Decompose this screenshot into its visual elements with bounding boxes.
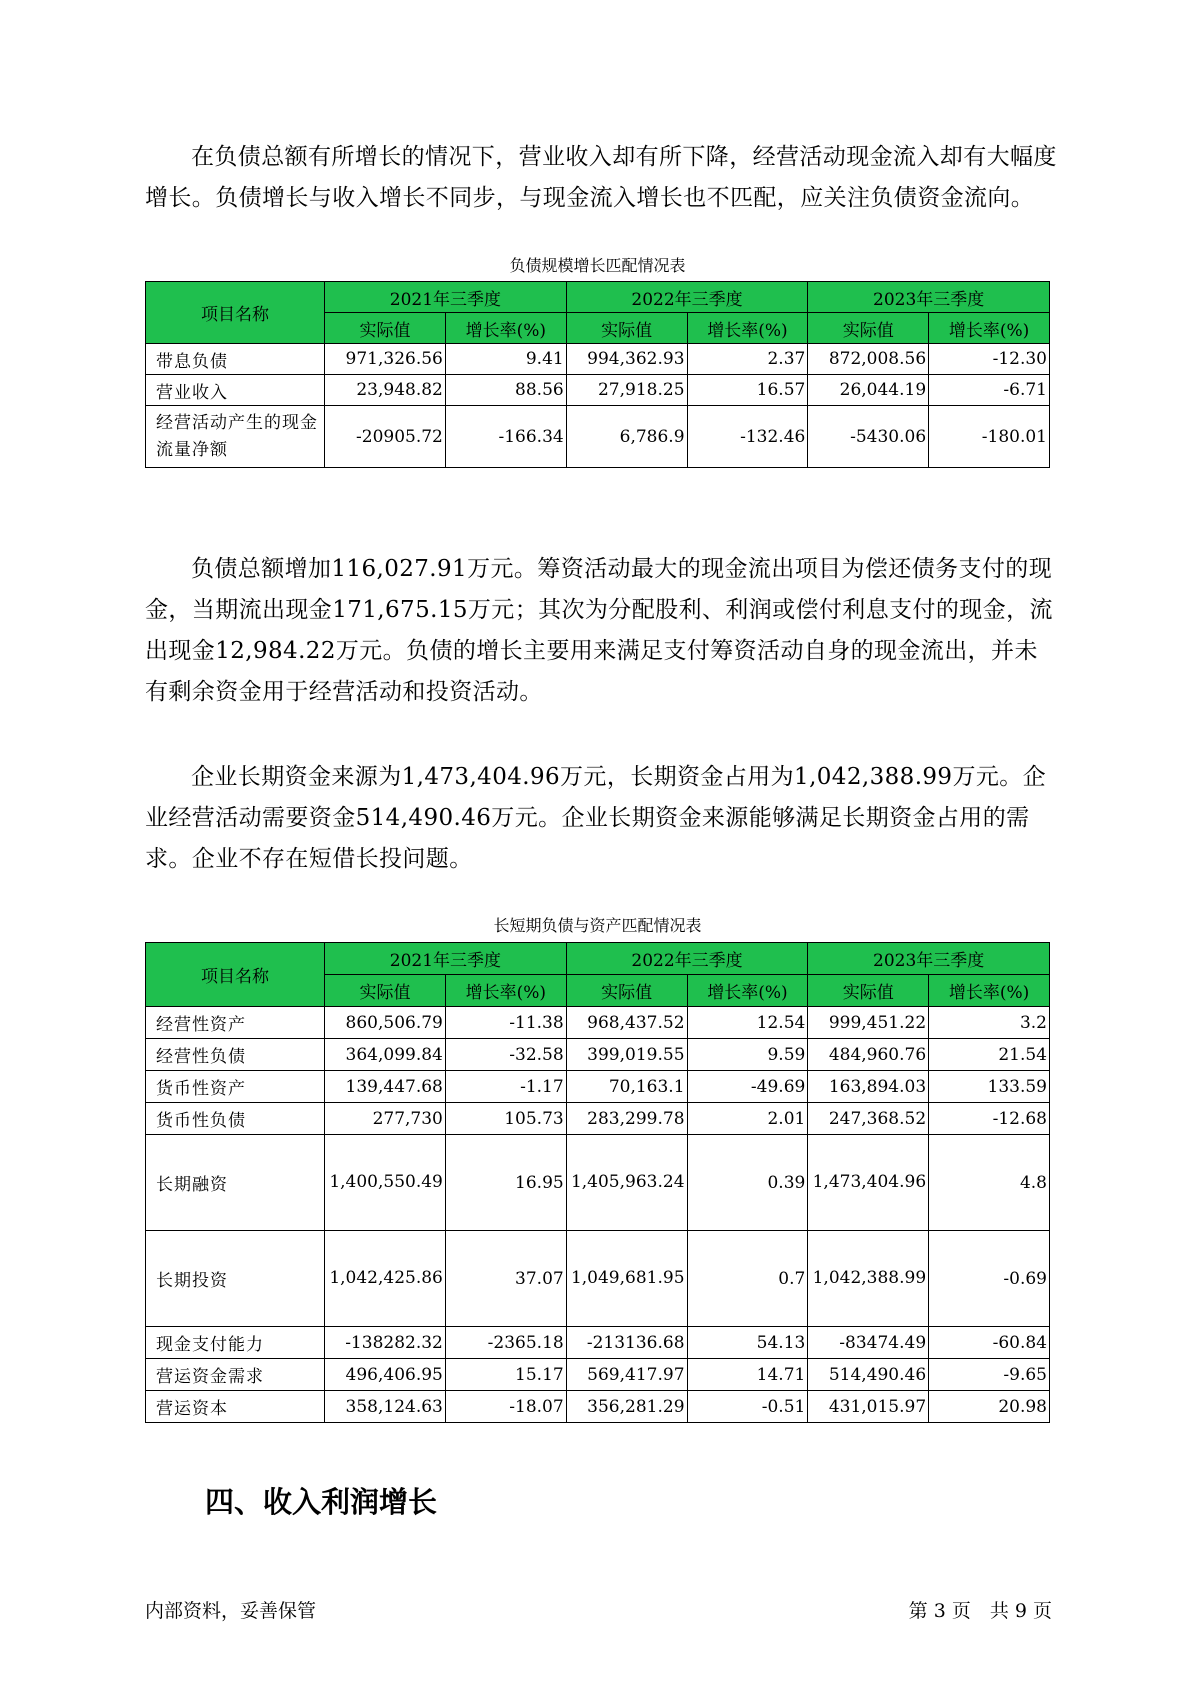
cell: -166.34 xyxy=(445,406,566,468)
cell: 860,506.79 xyxy=(325,1007,446,1039)
cell: 1,400,550.49 xyxy=(325,1135,446,1231)
cell: -5430.06 xyxy=(808,406,929,468)
cell: -132.46 xyxy=(687,406,808,468)
cell: 21.54 xyxy=(929,1039,1050,1071)
cell: 358,124.63 xyxy=(325,1391,446,1423)
cell: 968,437.52 xyxy=(566,1007,687,1039)
cell: 1,049,681.95 xyxy=(566,1231,687,1327)
cell: 569,417.97 xyxy=(566,1359,687,1391)
table-row xyxy=(146,1327,1050,1359)
row-name: 营业收入 xyxy=(146,375,325,406)
cell: 1,042,388.99 xyxy=(808,1231,929,1327)
cell: 27,918.25 xyxy=(566,375,687,406)
table-row xyxy=(146,1039,1050,1071)
liability-growth-table xyxy=(145,281,1050,468)
footer-page-number: 第 3 页 共 9 页 xyxy=(908,1600,1052,1622)
row-name: 营运资本 xyxy=(146,1391,325,1423)
cell: -9.65 xyxy=(929,1359,1050,1391)
cell: -0.51 xyxy=(687,1391,808,1423)
cell: 1,405,963.24 xyxy=(566,1135,687,1231)
header-growth: 增长率(%) xyxy=(929,313,1050,344)
header-actual: 实际值 xyxy=(325,313,446,344)
cell: 1,473,404.96 xyxy=(808,1135,929,1231)
header-2022: 2022年三季度 xyxy=(566,282,808,313)
header-item-name: 项目名称 xyxy=(146,943,325,1007)
cell: 16.95 xyxy=(445,1135,566,1231)
cell: 496,406.95 xyxy=(325,1359,446,1391)
header-actual: 实际值 xyxy=(566,313,687,344)
cell: 133.59 xyxy=(929,1071,1050,1103)
cell: 356,281.29 xyxy=(566,1391,687,1423)
cell: 872,008.56 xyxy=(808,344,929,375)
cell: -49.69 xyxy=(687,1071,808,1103)
cell: 0.39 xyxy=(687,1135,808,1231)
cell: 9.59 xyxy=(687,1039,808,1071)
table-row xyxy=(146,1359,1050,1391)
cell: 15.17 xyxy=(445,1359,566,1391)
table-row xyxy=(146,1103,1050,1135)
cell: 247,368.52 xyxy=(808,1103,929,1135)
header-growth: 增长率(%) xyxy=(687,313,808,344)
cell: 971,326.56 xyxy=(325,344,446,375)
cell: 9.41 xyxy=(445,344,566,375)
header-2021: 2021年三季度 xyxy=(325,282,567,313)
paragraph-long-term-funds: 企业长期资金来源为1,473,404.96万元，长期资金占用为1,042,388.99万元。企业经营活动需要资金514,490.46万元。企业长期资金来源能够满足长期资金占用的需求。企业不存在短借长投问题。 xyxy=(145,764,1047,872)
table-row xyxy=(146,1391,1050,1423)
cell: 4.8 xyxy=(929,1135,1050,1231)
table2-caption: 长短期负债与资产匹配情况表 xyxy=(493,916,702,935)
header-actual: 实际值 xyxy=(808,975,929,1007)
cell: 0.7 xyxy=(687,1231,808,1327)
cell: 431,015.97 xyxy=(808,1391,929,1423)
header-2021: 2021年三季度 xyxy=(325,943,567,975)
paragraph-liability-increase: 负债总额增加116,027.91万元。筹资活动最大的现金流出项目为偿还债务支付的现金，当期流出现金171,675.15万元；其次为分配股利、利润或偿付利息支付的现金，流出现金12,984.22万元。负债的增长主要用来满足支付筹资活动自身的现金流出，并未有剩余资金用于经营活动和投资活动。 xyxy=(145,556,1053,705)
cell: -12.30 xyxy=(929,344,1050,375)
row-name: 货币性资产 xyxy=(146,1071,325,1103)
cell: -1.17 xyxy=(445,1071,566,1103)
cell: -2365.18 xyxy=(445,1327,566,1359)
cell: -213136.68 xyxy=(566,1327,687,1359)
header-item-name: 项目名称 xyxy=(146,282,325,344)
cell: 484,960.76 xyxy=(808,1039,929,1071)
cell: -180.01 xyxy=(929,406,1050,468)
header-growth: 增长率(%) xyxy=(687,975,808,1007)
cell: 26,044.19 xyxy=(808,375,929,406)
cell: 70,163.1 xyxy=(566,1071,687,1103)
cell: -20905.72 xyxy=(325,406,446,468)
cell: 105.73 xyxy=(445,1103,566,1135)
row-name: 营运资金需求 xyxy=(146,1359,325,1391)
row-name: 经营性资产 xyxy=(146,1007,325,1039)
cell: 2.01 xyxy=(687,1103,808,1135)
row-name: 长期融资 xyxy=(146,1135,325,1231)
table-row xyxy=(146,1007,1050,1039)
footer-confidential-note: 内部资料，妥善保管 xyxy=(145,1600,317,1622)
table-row xyxy=(146,1231,1050,1327)
header-actual: 实际值 xyxy=(325,975,446,1007)
asset-liability-match-table xyxy=(145,942,1050,1423)
cell: 88.56 xyxy=(445,375,566,406)
cell: -6.71 xyxy=(929,375,1050,406)
row-name: 长期投资 xyxy=(146,1231,325,1327)
row-name: 货币性负债 xyxy=(146,1103,325,1135)
row-name: 带息负债 xyxy=(146,344,325,375)
header-growth: 增长率(%) xyxy=(445,313,566,344)
cell: -18.07 xyxy=(445,1391,566,1423)
cell: 364,099.84 xyxy=(325,1039,446,1071)
cell: 514,490.46 xyxy=(808,1359,929,1391)
header-growth: 增长率(%) xyxy=(929,975,1050,1007)
cell: -12.68 xyxy=(929,1103,1050,1135)
cell: 139,447.68 xyxy=(325,1071,446,1103)
header-2023: 2023年三季度 xyxy=(808,282,1050,313)
section-heading: 四、收入利润增长 xyxy=(205,1485,438,1519)
row-name: 现金支付能力 xyxy=(146,1327,325,1359)
cell: 12.54 xyxy=(687,1007,808,1039)
cell: 2.37 xyxy=(687,344,808,375)
table1-caption: 负债规模增长匹配情况表 xyxy=(509,256,686,275)
row-name: 经营性负债 xyxy=(146,1039,325,1071)
paragraph-liability-vs-revenue: 在负债总额有所增长的情况下，营业收入却有所下降，经营活动现金流入却有大幅度增长。负债增长与收入增长不同步，与现金流入增长也不匹配，应关注负债资金流向。 xyxy=(145,144,1057,211)
row-name: 经营活动产生的现金流量净额 xyxy=(146,406,325,468)
cell: 20.98 xyxy=(929,1391,1050,1423)
cell: 3.2 xyxy=(929,1007,1050,1039)
cell: 23,948.82 xyxy=(325,375,446,406)
table-row xyxy=(146,344,1050,375)
cell: -138282.32 xyxy=(325,1327,446,1359)
cell: 399,019.55 xyxy=(566,1039,687,1071)
cell: 6,786.9 xyxy=(566,406,687,468)
table-row xyxy=(146,1135,1050,1231)
cell: 1,042,425.86 xyxy=(325,1231,446,1327)
cell: -32.58 xyxy=(445,1039,566,1071)
header-actual: 实际值 xyxy=(808,313,929,344)
cell: 283,299.78 xyxy=(566,1103,687,1135)
header-2022: 2022年三季度 xyxy=(566,943,808,975)
header-2023: 2023年三季度 xyxy=(808,943,1050,975)
cell: 277,730 xyxy=(325,1103,446,1135)
cell: -60.84 xyxy=(929,1327,1050,1359)
header-growth: 增长率(%) xyxy=(445,975,566,1007)
cell: 994,362.93 xyxy=(566,344,687,375)
cell: 37.07 xyxy=(445,1231,566,1327)
cell: -83474.49 xyxy=(808,1327,929,1359)
cell: 16.57 xyxy=(687,375,808,406)
cell: -0.69 xyxy=(929,1231,1050,1327)
cell: 999,451.22 xyxy=(808,1007,929,1039)
cell: 54.13 xyxy=(687,1327,808,1359)
cell: 14.71 xyxy=(687,1359,808,1391)
cell: -11.38 xyxy=(445,1007,566,1039)
table-row xyxy=(146,1071,1050,1103)
table-row xyxy=(146,375,1050,406)
header-actual: 实际值 xyxy=(566,975,687,1007)
table-row xyxy=(146,406,1050,468)
cell: 163,894.03 xyxy=(808,1071,929,1103)
